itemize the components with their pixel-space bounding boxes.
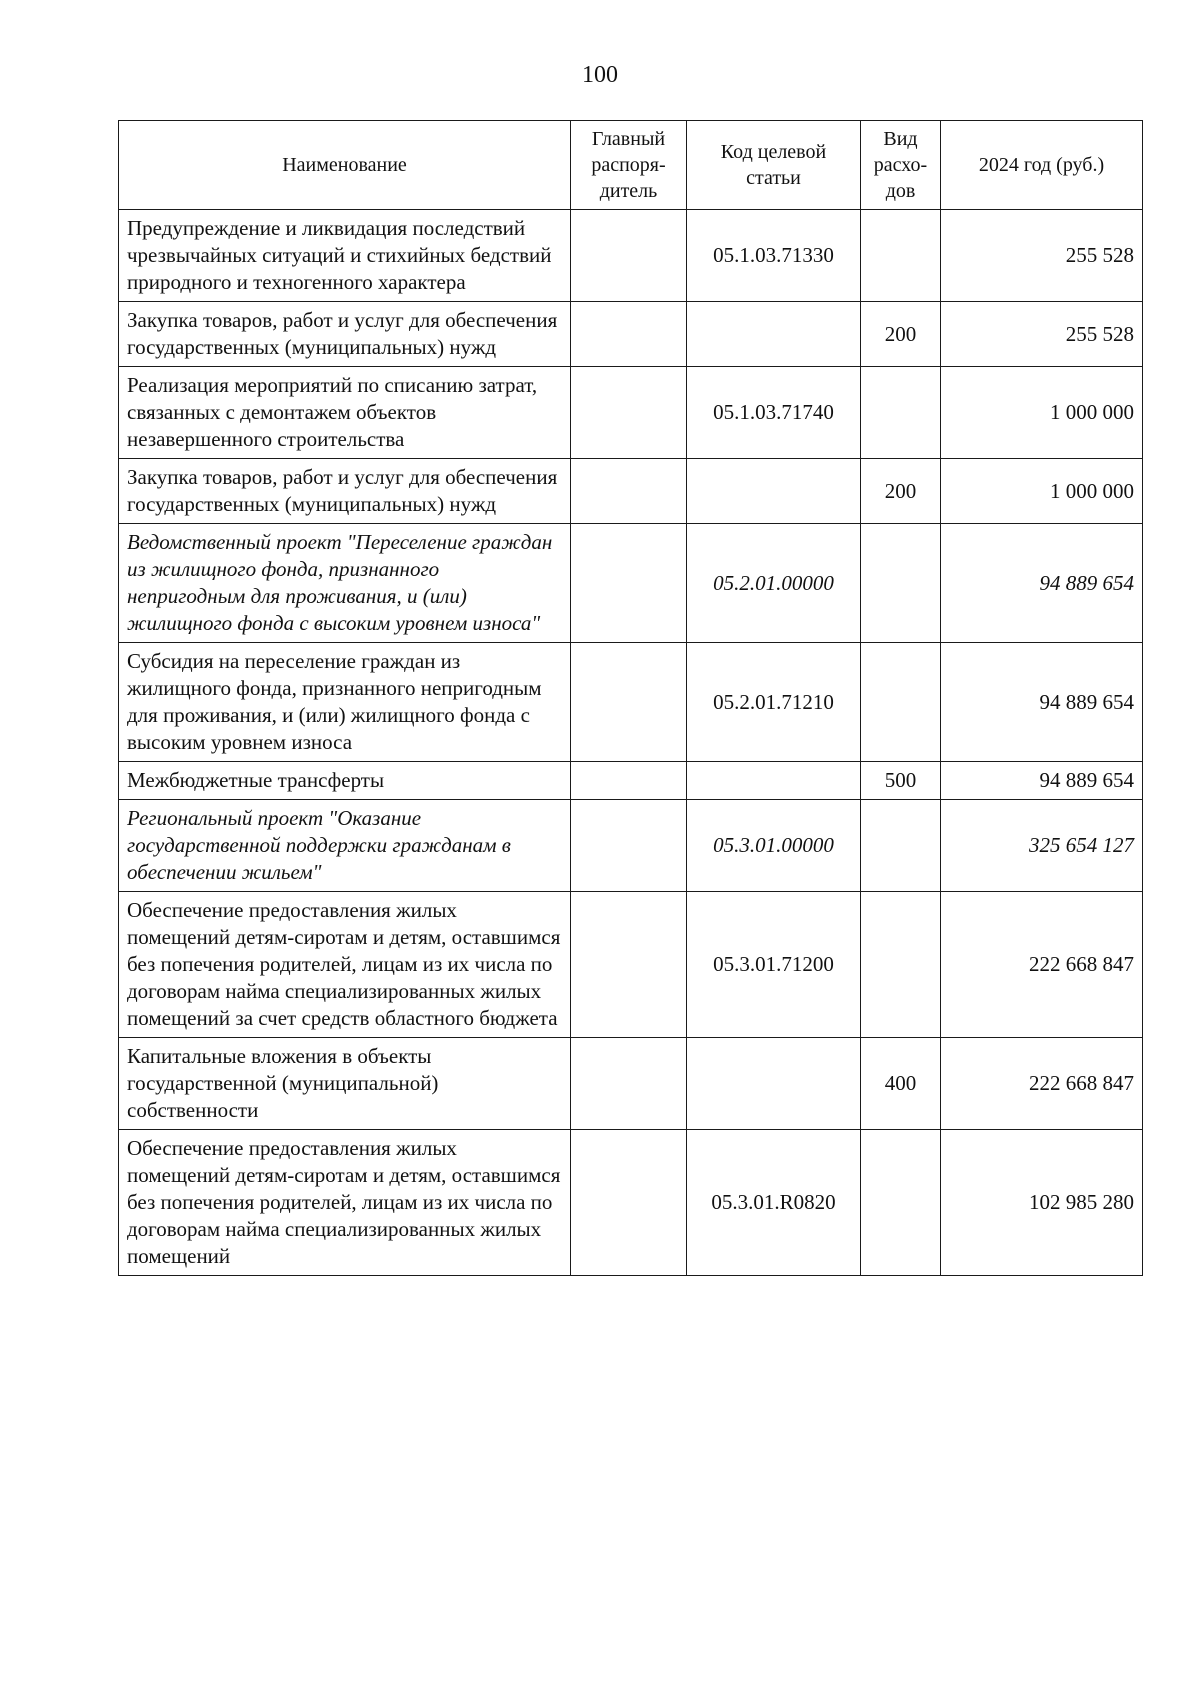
cell-grbs	[571, 302, 687, 367]
cell-code: 05.3.01.00000	[687, 800, 861, 892]
cell-code	[687, 762, 861, 800]
cell-sum: 255 528	[941, 302, 1143, 367]
cell-sum: 94 889 654	[941, 643, 1143, 762]
cell-grbs	[571, 762, 687, 800]
cell-grbs	[571, 459, 687, 524]
cell-sum: 222 668 847	[941, 1038, 1143, 1130]
cell-vid	[861, 800, 941, 892]
header-code: Код целевой статьи	[687, 121, 861, 210]
cell-name: Обеспечение предоставления жилых помещений детям-сиротам и детям, оставшимся без попечения родителей, лицам из их числа по договорам найма специализированных жилых помещений	[119, 1130, 571, 1276]
cell-vid	[861, 524, 941, 643]
cell-code	[687, 459, 861, 524]
cell-sum: 102 985 280	[941, 1130, 1143, 1276]
cell-code	[687, 1038, 861, 1130]
header-vid: Вид расхо-дов	[861, 121, 941, 210]
cell-grbs	[571, 892, 687, 1038]
table-row	[119, 302, 1143, 367]
cell-name: Ведомственный проект "Переселение граждан из жилищного фонда, признанного непригодным для проживания, и (или) жилищного фонда с высоким уровнем износа"	[119, 524, 571, 643]
cell-grbs	[571, 800, 687, 892]
cell-name: Межбюджетные трансферты	[119, 762, 571, 800]
cell-code: 05.1.03.71330	[687, 210, 861, 302]
budget-table	[118, 120, 1143, 1276]
header-grbs: Главный распоря-дитель	[571, 121, 687, 210]
cell-name: Закупка товаров, работ и услуг для обеспечения государственных (муниципальных) нужд	[119, 302, 571, 367]
cell-grbs	[571, 210, 687, 302]
cell-name: Реализация мероприятий по списанию затрат, связанных с демонтажем объектов незавершенного строительства	[119, 367, 571, 459]
cell-grbs	[571, 1038, 687, 1130]
cell-sum: 94 889 654	[941, 762, 1143, 800]
cell-vid	[861, 1130, 941, 1276]
cell-name: Региональный проект "Оказание государственной поддержки гражданам в обеспечении жильем"	[119, 800, 571, 892]
cell-grbs	[571, 367, 687, 459]
table-row	[119, 367, 1143, 459]
cell-vid	[861, 643, 941, 762]
header-sum: 2024 год (руб.)	[941, 121, 1143, 210]
cell-vid	[861, 892, 941, 1038]
table-row	[119, 892, 1143, 1038]
cell-grbs	[571, 524, 687, 643]
table-row	[119, 459, 1143, 524]
cell-code	[687, 302, 861, 367]
cell-code: 05.2.01.00000	[687, 524, 861, 643]
cell-vid: 500	[861, 762, 941, 800]
cell-sum: 94 889 654	[941, 524, 1143, 643]
cell-code: 05.3.01.71200	[687, 892, 861, 1038]
table-row	[119, 1130, 1143, 1276]
cell-grbs	[571, 1130, 687, 1276]
table-row	[119, 643, 1143, 762]
cell-vid: 200	[861, 302, 941, 367]
cell-code: 05.1.03.71740	[687, 367, 861, 459]
cell-name: Капитальные вложения в объекты государственной (муниципальной) собственности	[119, 1038, 571, 1130]
cell-sum: 325 654 127	[941, 800, 1143, 892]
cell-vid	[861, 210, 941, 302]
cell-sum: 1 000 000	[941, 459, 1143, 524]
cell-vid	[861, 367, 941, 459]
cell-sum: 1 000 000	[941, 367, 1143, 459]
cell-code: 05.2.01.71210	[687, 643, 861, 762]
table-body	[119, 210, 1143, 1276]
cell-sum: 222 668 847	[941, 892, 1143, 1038]
table-row	[119, 762, 1143, 800]
cell-name: Субсидия на переселение граждан из жилищного фонда, признанного непригодным для проживания, и (или) жилищного фонда с высоким уровнем износа	[119, 643, 571, 762]
cell-name: Обеспечение предоставления жилых помещений детям-сиротам и детям, оставшимся без попечения родителей, лицам из их числа по договорам найма специализированных жилых помещений за счет средств областного бюджета	[119, 892, 571, 1038]
page-number: 100	[582, 62, 618, 88]
header-name: Наименование	[119, 121, 571, 210]
cell-vid: 200	[861, 459, 941, 524]
table-header-row	[119, 121, 1143, 210]
cell-name: Закупка товаров, работ и услуг для обеспечения государственных (муниципальных) нужд	[119, 459, 571, 524]
cell-sum: 255 528	[941, 210, 1143, 302]
table-row	[119, 524, 1143, 643]
table-row	[119, 800, 1143, 892]
cell-name: Предупреждение и ликвидация последствий чрезвычайных ситуаций и стихийных бедствий природного и техногенного характера	[119, 210, 571, 302]
cell-grbs	[571, 643, 687, 762]
cell-vid: 400	[861, 1038, 941, 1130]
cell-code: 05.3.01.R0820	[687, 1130, 861, 1276]
table-row	[119, 1038, 1143, 1130]
table-row	[119, 210, 1143, 302]
